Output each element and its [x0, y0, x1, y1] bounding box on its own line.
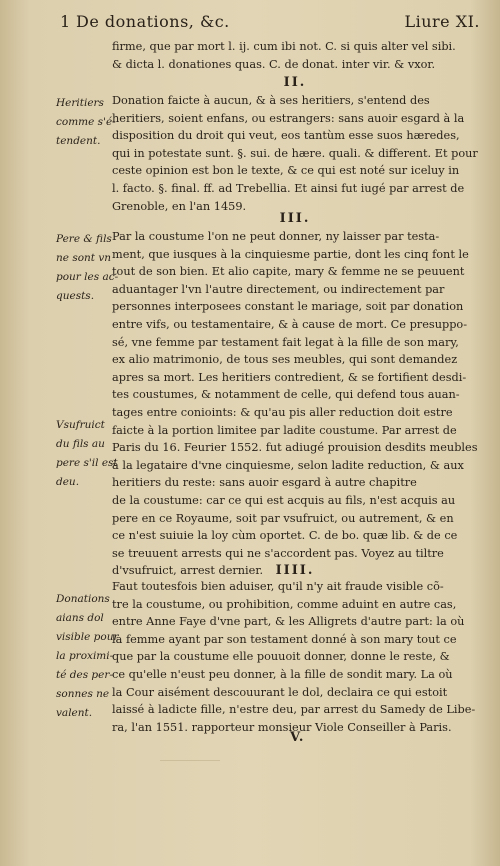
text-line: Grenoble, en l'an 1459.: [112, 199, 247, 213]
text-line: disposition du droit qui veut, eos tantùm esse suos hæredes,: [112, 129, 460, 143]
section-iiii-paragraph: [112, 578, 478, 736]
margin-note-pere-fils: [56, 230, 119, 306]
text-line: que par la coustume elle pouuoit donner, donne le reste, &: [112, 650, 450, 664]
text-line: firme, que par mort l. ij. cum ibi not. C. si quis alter vel sibi.: [112, 40, 456, 53]
section-ii-paragraph: [112, 92, 478, 215]
text-line: Paris du 16. Feurier 1552. fut adiugé prouision desdits meubles: [112, 441, 478, 455]
text-line: tre la coustume, ou prohibition, comme aduint en autre cas,: [112, 597, 457, 611]
margin-line: pour les ac-: [56, 271, 119, 283]
margin-line: Vsufruict: [56, 419, 105, 431]
margin-line: du fils au: [56, 438, 105, 450]
text-line: de la coustume: car ce qui est acquis au fils, n'est acquis au: [112, 493, 456, 507]
margin-line: sonnes ne: [56, 688, 110, 700]
margin-note-heritiers: [56, 94, 116, 151]
text-line: ce n'est suiuie la loy cùm oportet. C. de bo. quæ lib. & de ce: [112, 529, 458, 543]
text-line: entre Anne Faye d'vne part, & les Alligrets d'autre part: la où: [112, 615, 465, 629]
margin-line: Donations: [56, 593, 110, 605]
text-line: ce qu'elle n'eust peu donner, à la fille de sondit mary. La où: [112, 667, 453, 681]
text-line: entre vifs, ou testamentaire, & à cause de mort. Ce presuppo-: [112, 317, 468, 331]
running-header: [60, 10, 480, 32]
intro-paragraph: [112, 38, 478, 73]
book-label: Liure XI.: [404, 12, 480, 31]
section-iii-paragraph: [112, 228, 478, 580]
margin-line: ne sont vn: [56, 252, 112, 264]
text-line: l. facto. §. final. ff. ad Trebellia. Et ainsi fut iugé par arrest de: [112, 181, 465, 195]
section-numeral-ii: II.: [283, 75, 307, 90]
section-numeral-iii: III.: [279, 211, 311, 226]
text-line: la femme ayant par son testament donné à son mary tout ce: [112, 632, 457, 646]
text-line: ex alio matrimonio, de tous ses meubles, qui sont demandez: [112, 353, 458, 367]
margin-line: la proximi-: [56, 650, 114, 662]
margin-line: tendent.: [56, 135, 101, 147]
margin-note-donations-dol: [56, 590, 119, 723]
text-line: aduantager l'vn l'autre directement, ou indirectement par: [112, 282, 445, 296]
text-line: personnes interposees constant le mariage, soit par donation: [112, 300, 464, 314]
text-line: qui in potestate sunt. §. sui. de hære. quali. & different. Et pour: [112, 146, 478, 160]
margin-line: quests.: [56, 290, 95, 302]
text-line: se treuuent arrests qui ne s'accordent pas. Voyez au tiltre: [112, 546, 444, 560]
margin-line: visible pour: [56, 631, 119, 643]
text-line: heritiers du reste: sans auoir esgard à autre chapitre: [112, 476, 417, 490]
text-line: à la legataire d'vne cinquiesme, selon ladite reduction, & aux: [112, 458, 464, 472]
page-number: 1: [60, 12, 71, 31]
text-line: sé, vne femme par testament fait legat à la fille de son mary,: [112, 335, 459, 349]
margin-note-vsufruict: [56, 416, 118, 492]
text-line: ra, l'an 1551. rapporteur monsieur Viole Conseiller à Paris.: [112, 720, 452, 734]
text-line: & dicta l. donationes quas. C. de donat. inter vir. & vxor.: [112, 57, 436, 71]
margin-line: té des per-: [56, 669, 113, 681]
text-line: heritiers, soient enfans, ou estrangers: sans auoir esgard à la: [112, 111, 465, 125]
text-line: pere en ce Royaume, soit par vsufruict, ou autrement, & en: [112, 511, 454, 525]
text-line: d'vsufruict, arrest dernier.: [112, 564, 264, 578]
text-line: la Cour aisément descouurant le dol, declaira ce qui estoit: [112, 685, 448, 699]
section-numeral-iiii: IIII.: [275, 563, 315, 578]
margin-line: Pere & fils: [56, 233, 112, 245]
margin-line: valent.: [56, 707, 93, 719]
margin-line: Heritiers: [56, 97, 104, 109]
margin-line: comme s'é-: [56, 116, 116, 128]
margin-line: aians dol: [56, 612, 104, 624]
running-title: De donations, &c.: [76, 12, 230, 31]
text-line: Donation faicte à aucun, & à ses heritiers, s'entend des: [112, 94, 430, 107]
text-line: Par la coustume l'on ne peut donner, ny laisser par testa-: [112, 230, 440, 243]
text-line: tout de son bien. Et alio capite, mary & femme ne se peuuent: [112, 265, 465, 279]
text-line: faicte à la portion limitee par ladite coustume. Par arrest de: [112, 423, 457, 437]
margin-line: deu.: [56, 476, 80, 488]
text-line: tages entre conioints: & qu'au pis aller reduction doit estre: [112, 405, 453, 419]
show-through-mark: [160, 760, 220, 775]
text-line: ceste opinion est bon le texte, & ce qui est noté sur iceluy in: [112, 164, 460, 178]
text-line: ment, que iusques à la cinquiesme partie, dont les cinq font le: [112, 247, 469, 261]
catchword: V.: [290, 730, 305, 745]
text-line: tes coustumes, & notamment de celle, qui defend tous auan-: [112, 388, 460, 402]
text-line: Faut toutesfois bien aduiser, qu'il n'y ait fraude visible cõ-: [112, 580, 444, 593]
margin-line: pere s'il est: [56, 457, 118, 469]
text-line: apres sa mort. Les heritiers contredient, & se fortifient desdi-: [112, 370, 467, 384]
text-line: laissé à ladicte fille, n'estre deu, par arrest du Samedy de Libe-: [112, 703, 476, 717]
